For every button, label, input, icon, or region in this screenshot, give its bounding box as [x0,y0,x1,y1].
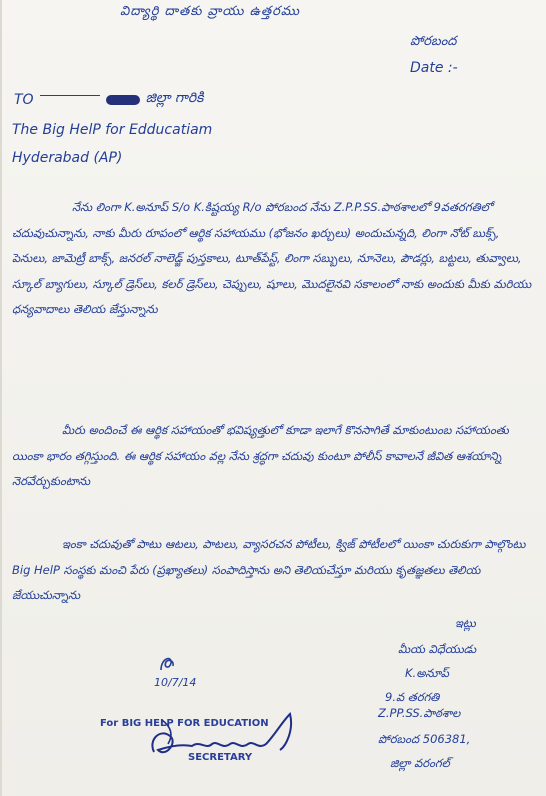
redacted-name [106,95,140,105]
signoff-line-4: Z.PP.SS.పాఠశాల [378,706,461,720]
body-paragraph-2: మీరు అందించే ఈ ఆర్థిక సహాయంతో భవిష్యత్తులో కూడా ఇలాగే కొనసాగితే మాకుంటుంబ సహాయంతు యింకా భారం తగ్గిస్తుంది. ఈ ఆర్థిక సహాయం వల్ల నేను శ్రద్ధగా చదువు కుంటూ పోలీస్ కావాలనే జీవిత ఆశయాన్ని నెరవేర్చుకుంటాను [12,423,509,488]
to-blank-line [40,95,100,96]
initial-date: 10/7/14 [154,676,197,689]
closing: ఇట్లు [455,616,476,630]
body-paragraph-1: నేను లింగా K.అనూప్ S/o K.కిష్టయ్య R/o పోరబంద నేను Z.P.P.SS.పాఠశాలలో 9వతరగతిలో చదువుచున్నాను, నాకు మీరు రూపంలో ఆర్థిక సహాయము (భోజనం ఖర్చులు) అందుచున్నది, లింగా నోట్ బుక్స్, పెనులు, జామెట్రీ బాక్స్, జనరల్ నాలెడ్జ్ పుస్తకాలు, టూత్‌పేస్ట్, లింగా సబ్బులు, నూనెలు, పౌడర్లు, బట్టలు, తువ్వాలు, స్కూల్ బ్యాగులు, స్కూల్ డ్రెస్‌లు, కలర్ డ్రెస్‌లు, చెప్పులు, షూలు, మొదలైనవి సకాలంలో నాకు అందుకు మీకు మరియు ధన్యవాదాలు తెలియ జేస్తున్నాను [12,200,532,316]
body-paragraph-3: ఇంకా చదువుతో పాటు ఆటలు, పాటలు, వ్యాసరచన పోటీలు, క్విజ్ పోటీలలో యింకా చురుకుగా పాల్గొంటు Big HelP సంస్థకు మంచి పేరు (ప్రఖ్యాతలు) సంపాదిస్తాను అని తెలియచేస్తూ మరియు కృతజ్ఞతలు తెలియ జేయుచున్నాను [12,537,526,602]
addressee-line-1: The Big HelP for Edducatiam [12,122,213,138]
initial-mark [156,652,178,674]
signoff-line-5: పోరబంద 506381, [378,732,471,746]
to-label: TO [14,91,34,108]
signoff-line-3: 9.వ తరగతి [385,690,440,704]
to-line [14,90,203,109]
stamp-title: SECRETARY [188,752,253,763]
to-suffix: జిల్లా గారికి [145,90,204,106]
letter-heading: విద్యార్థి దాతకు వ్రాయు ఉత్తరము [120,4,301,19]
addressee-line-2: Hyderabad (AP) [12,150,123,166]
signoff-line-1: మీయ విధేయుడు [398,642,477,656]
page-edge [0,0,2,796]
signoff-line-6: జిల్లా వరంగల్ [390,756,450,770]
stamp-organization: For BIG HELP FOR EDUCATION [100,718,269,729]
letter-place: పోరబంద [410,34,457,49]
signoff-line-2: K.అనూప్ [405,666,449,680]
letter-date: Date :- [410,60,458,76]
